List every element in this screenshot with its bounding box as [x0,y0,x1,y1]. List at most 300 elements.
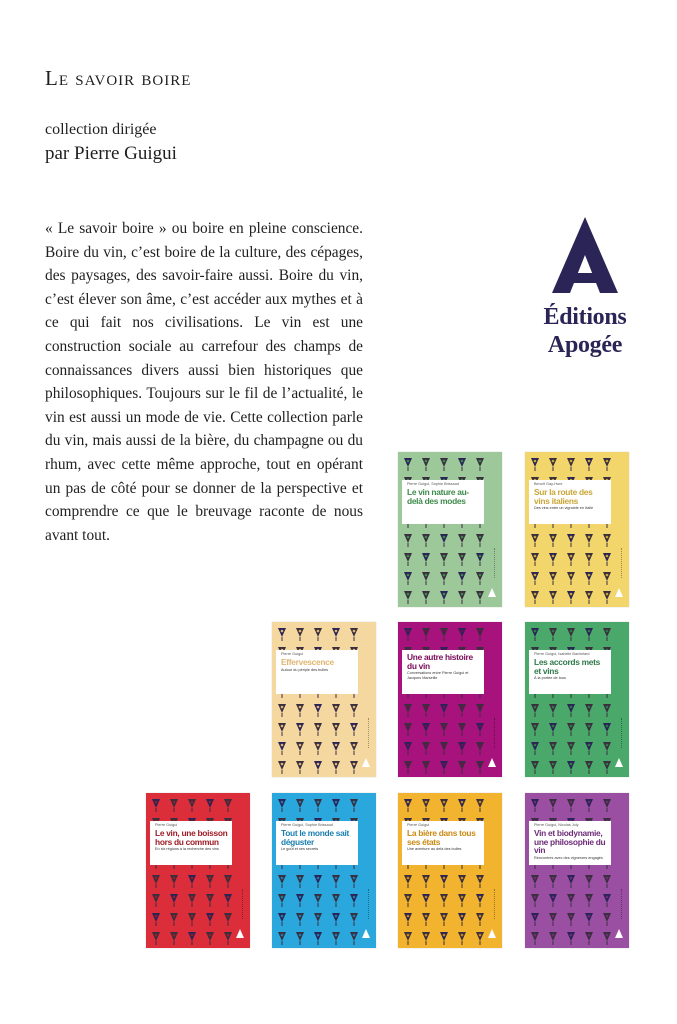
wine-glass-icon [585,932,593,941]
book-cover[interactable] [525,793,629,948]
wine-glass-icon [531,553,539,562]
wine-drop-icon [588,744,591,747]
wine-drop-icon [425,574,428,577]
wine-glass-stem-icon [228,903,229,907]
wine-glass-icon [278,742,286,751]
wine-glass-stem-icon [318,770,319,774]
wine-glass-stem-icon [535,865,536,869]
wine-glass-stem-icon [607,865,608,869]
wine-glass-stem-icon [480,903,481,907]
wine-glass-stem-icon [535,903,536,907]
wine-drop-icon [227,934,230,937]
wine-glass-stem-icon [480,865,481,869]
book-title: Le vin nature au-delà des modes [407,487,469,506]
wine-glass-stem-icon [480,770,481,774]
wine-drop-icon [443,801,446,804]
wine-glass-stem-icon [480,732,481,736]
wine-glass-icon [440,875,448,884]
wine-glass-icon [531,534,539,543]
wine-glass-pattern [272,793,376,948]
wine-glass-stem-icon [607,524,608,528]
wine-drop-icon [317,896,320,899]
wine-drop-icon [479,801,482,804]
wine-glass-icon [296,799,304,808]
wine-drop-icon [407,536,410,539]
wine-drop-icon [570,706,573,709]
wine-glass-stem-icon [282,751,283,755]
wine-glass-stem-icon [589,770,590,774]
wine-glass-icon [314,799,322,808]
wine-drop-icon [588,915,591,918]
wine-glass-icon [567,591,575,600]
wine-drop-icon [299,801,302,804]
wine-glass-stem-icon [444,751,445,755]
wine-glass-stem-icon [589,751,590,755]
wine-drop-icon [552,574,555,577]
wine-glass-icon [458,913,466,922]
wine-glass-stem-icon [462,808,463,812]
wine-glass-icon [567,875,575,884]
wine-glass-icon [314,932,322,941]
wine-glass-icon [422,534,430,543]
wine-glass-pattern [398,622,502,777]
wine-glass-icon [458,761,466,770]
wine-glass-icon [404,572,412,581]
wine-drop-icon [191,934,194,937]
wine-glass-icon [585,875,593,884]
wine-glass-stem-icon [174,865,175,869]
book-cover[interactable] [398,622,502,777]
wine-glass-stem-icon [354,732,355,736]
wine-glass-stem-icon [589,562,590,566]
wine-drop-icon [534,593,537,596]
wine-glass-stem-icon [535,884,536,888]
book-author: Pierre Guigui [155,823,178,827]
wine-drop-icon [425,934,428,937]
wine-drop-icon [299,706,302,709]
wine-glass-stem-icon [426,694,427,698]
book-cover[interactable] [272,793,376,948]
wine-drop-icon [606,555,609,558]
book-title: Une autre histoire du vin [407,652,473,671]
book-cover[interactable] [525,452,629,607]
wine-drop-icon [588,630,591,633]
wine-drop-icon [534,725,537,728]
wine-drop-icon [173,877,176,880]
wine-glass-icon [206,932,214,941]
wine-glass-icon [603,628,611,637]
wine-glass-stem-icon [210,922,211,926]
wine-glass-icon [206,894,214,903]
wine-drop-icon [191,877,194,880]
wine-glass-icon [567,799,575,808]
wine-drop-icon [443,460,446,463]
wine-glass-icon [350,875,358,884]
wine-drop-icon [407,744,410,747]
wine-glass-icon [585,572,593,581]
wine-drop-icon [191,915,194,918]
wine-glass-stem-icon [228,941,229,945]
wine-drop-icon [335,934,338,937]
wine-drop-icon [407,877,410,880]
wine-drop-icon [570,744,573,747]
wine-glass-stem-icon [318,751,319,755]
wine-glass-icon [296,628,304,637]
publisher-name-line1: Éditions [543,304,627,330]
wine-drop-icon [534,934,537,937]
wine-glass-icon [549,742,557,751]
book-author: Pierre Guigui [281,652,304,656]
wine-drop-icon [335,896,338,899]
wine-glass-stem-icon [156,941,157,945]
wine-glass-stem-icon [336,884,337,888]
wine-glass-icon [531,723,539,732]
wine-glass-stem-icon [607,637,608,641]
wine-glass-stem-icon [408,865,409,869]
wine-glass-icon [422,704,430,713]
wine-glass-stem-icon [462,524,463,528]
wine-glass-stem-icon [589,732,590,736]
book-title: Sur la route des vins italiens [534,487,593,506]
wine-glass-icon [422,799,430,808]
wine-glass-icon [531,458,539,467]
wine-glass-stem-icon [553,941,554,945]
wine-glass-icon [278,628,286,637]
wine-glass-stem-icon [607,922,608,926]
wine-drop-icon [443,574,446,577]
wine-glass-icon [188,913,196,922]
wine-glass-stem-icon [444,581,445,585]
wine-drop-icon [606,915,609,918]
book-subtitle: À la portée de tous [534,676,566,681]
wine-drop-icon [552,934,555,937]
wine-glass-stem-icon [607,600,608,604]
wine-drop-icon [552,706,555,709]
wine-drop-icon [552,744,555,747]
wine-glass-stem-icon [408,694,409,698]
wine-glass-stem-icon [462,732,463,736]
wine-drop-icon [552,915,555,918]
wine-drop-icon [461,630,464,633]
wine-glass-stem-icon [336,751,337,755]
wine-glass-stem-icon [607,562,608,566]
wine-glass-icon [549,723,557,732]
wine-glass-stem-icon [480,524,481,528]
wine-drop-icon [299,915,302,918]
wine-glass-stem-icon [282,808,283,812]
wine-glass-stem-icon [156,808,157,812]
wine-glass-stem-icon [607,694,608,698]
book-cover[interactable] [398,793,502,948]
wine-glass-stem-icon [408,884,409,888]
wine-glass-stem-icon [300,732,301,736]
book-cover[interactable] [525,622,629,777]
wine-glass-stem-icon [300,941,301,945]
wine-glass-stem-icon [444,922,445,926]
wine-glass-stem-icon [571,770,572,774]
wine-glass-stem-icon [354,903,355,907]
wine-glass-stem-icon [571,941,572,945]
wine-drop-icon [534,555,537,558]
wine-glass-icon [296,932,304,941]
wine-drop-icon [299,725,302,728]
wine-glass-icon [440,553,448,562]
collection-editor: par Pierre Guigui [45,143,177,164]
wine-glass-icon [170,913,178,922]
wine-glass-icon [350,932,358,941]
wine-glass-icon [314,628,322,637]
wine-drop-icon [443,555,446,558]
wine-glass-icon [476,458,484,467]
book-title-box [402,821,484,865]
wine-glass-stem-icon [535,751,536,755]
wine-glass-icon [170,799,178,808]
wine-glass-stem-icon [480,694,481,698]
book-author: Pierre Guigui, Sophie Brissaud [407,482,459,486]
wine-glass-icon [422,628,430,637]
wine-glass-stem-icon [408,524,409,528]
wine-glass-stem-icon [228,808,229,812]
wine-glass-icon [458,723,466,732]
wine-drop-icon [173,934,176,937]
book-title-box [276,650,358,694]
wine-glass-icon [476,572,484,581]
wine-glass-icon [458,458,466,467]
wine-glass-stem-icon [462,713,463,717]
wine-drop-icon [209,934,212,937]
wine-glass-stem-icon [354,770,355,774]
wine-glass-icon [422,553,430,562]
wine-glass-stem-icon [318,694,319,698]
wine-glass-icon [476,723,484,732]
publisher-mark-icon [615,588,623,597]
wine-glass-stem-icon [354,808,355,812]
wine-glass-stem-icon [444,524,445,528]
wine-drop-icon [552,763,555,766]
wine-glass-stem-icon [336,808,337,812]
book-subtitle: Autour du périple des bulles [281,667,329,672]
wine-drop-icon [335,725,338,728]
wine-glass-icon [152,799,160,808]
wine-glass-icon [422,591,430,600]
book-cover[interactable] [146,793,250,948]
wine-drop-icon [461,801,464,804]
wine-drop-icon [570,801,573,804]
collection-title: Le savoir boire [45,66,192,90]
wine-glass-stem-icon [535,600,536,604]
wine-glass-stem-icon [192,903,193,907]
wine-glass-icon [152,932,160,941]
wine-glass-icon [404,628,412,637]
wine-glass-stem-icon [300,808,301,812]
wine-glass-stem-icon [571,524,572,528]
wine-glass-icon [332,628,340,637]
wine-drop-icon [353,725,356,728]
wine-glass-stem-icon [589,543,590,547]
book-title: Tout le monde sait déguster [281,828,349,847]
wine-drop-icon [335,915,338,918]
wine-glass-stem-icon [210,941,211,945]
wine-glass-icon [278,932,286,941]
wine-glass-icon [440,628,448,637]
wine-glass-stem-icon [210,884,211,888]
wine-drop-icon [191,896,194,899]
wine-glass-icon [152,894,160,903]
wine-drop-icon [588,877,591,880]
wine-glass-icon [603,572,611,581]
wine-drop-icon [353,877,356,880]
wine-glass-icon [278,723,286,732]
wine-drop-icon [425,536,428,539]
wine-glass-stem-icon [354,751,355,755]
wine-glass-icon [549,932,557,941]
wine-glass-icon [440,913,448,922]
wine-glass-icon [476,894,484,903]
wine-glass-stem-icon [156,903,157,907]
wine-glass-stem-icon [480,581,481,585]
wine-glass-stem-icon [480,808,481,812]
wine-glass-stem-icon [553,543,554,547]
wine-drop-icon [588,574,591,577]
wine-glass-stem-icon [553,694,554,698]
wine-glass-stem-icon [462,865,463,869]
wine-glass-stem-icon [354,637,355,641]
wine-drop-icon [461,536,464,539]
wine-glass-stem-icon [354,922,355,926]
wine-drop-icon [209,896,212,899]
wine-glass-icon [549,704,557,713]
wine-drop-icon [479,593,482,596]
wine-glass-stem-icon [318,884,319,888]
book-title-box [402,650,484,694]
wine-drop-icon [407,801,410,804]
wine-glass-icon [422,761,430,770]
wine-glass-icon [567,534,575,543]
wine-drop-icon [461,460,464,463]
book-cover[interactable] [272,622,376,777]
wine-glass-stem-icon [462,562,463,566]
wine-glass-stem-icon [535,713,536,717]
wine-glass-stem-icon [426,941,427,945]
wine-glass-stem-icon [282,884,283,888]
wine-glass-icon [404,723,412,732]
wine-glass-stem-icon [300,922,301,926]
wine-drop-icon [588,706,591,709]
wine-glass-stem-icon [571,903,572,907]
wine-glass-stem-icon [426,922,427,926]
wine-glass-stem-icon [462,637,463,641]
wine-drop-icon [479,877,482,880]
publisher-mark-icon [362,929,370,938]
publisher-name-line2: Apogée [547,332,623,358]
wine-glass-icon [585,723,593,732]
book-subtitle: Rencontres avec des vignerons engagés [534,855,603,860]
wine-drop-icon [606,630,609,633]
wine-glass-icon [567,913,575,922]
wine-glass-stem-icon [535,732,536,736]
wine-glass-icon [404,932,412,941]
wine-glass-stem-icon [336,941,337,945]
wine-glass-stem-icon [607,581,608,585]
wine-drop-icon [443,896,446,899]
wine-glass-stem-icon [408,467,409,471]
wine-glass-stem-icon [192,865,193,869]
wine-drop-icon [479,915,482,918]
wine-glass-icon [458,799,466,808]
wine-glass-icon [549,894,557,903]
wine-glass-stem-icon [444,543,445,547]
wine-drop-icon [425,915,428,918]
wine-drop-icon [461,725,464,728]
wine-drop-icon [353,801,356,804]
wine-glass-stem-icon [571,694,572,698]
wine-glass-icon [567,553,575,562]
wine-drop-icon [479,934,482,937]
wine-glass-icon [603,458,611,467]
wine-drop-icon [299,744,302,747]
wine-glass-icon [476,628,484,637]
book-author: Pierre Guigui, Isabelle Bachelard [534,652,590,656]
wine-glass-stem-icon [426,732,427,736]
wine-glass-icon [332,875,340,884]
wine-drop-icon [479,896,482,899]
book-title-box [529,480,611,524]
wine-glass-stem-icon [553,732,554,736]
wine-glass-stem-icon [589,865,590,869]
wine-glass-stem-icon [228,865,229,869]
wine-glass-stem-icon [607,732,608,736]
wine-glass-stem-icon [174,941,175,945]
wine-drop-icon [335,801,338,804]
wine-drop-icon [606,934,609,937]
wine-drop-icon [281,744,284,747]
wine-glass-stem-icon [535,562,536,566]
wine-drop-icon [353,915,356,918]
book-author: Pierre Guigui [407,823,430,827]
wine-drop-icon [407,763,410,766]
wine-drop-icon [425,593,428,596]
wine-glass-icon [458,704,466,713]
wine-glass-icon [476,913,484,922]
book-cover[interactable] [398,452,502,607]
wine-glass-stem-icon [571,600,572,604]
wine-glass-stem-icon [300,713,301,717]
wine-glass-icon [549,572,557,581]
wine-drop-icon [281,801,284,804]
wine-glass-icon [567,572,575,581]
wine-glass-pattern [272,622,376,777]
wine-glass-icon [585,913,593,922]
wine-glass-stem-icon [408,543,409,547]
wine-glass-stem-icon [408,751,409,755]
wine-glass-stem-icon [480,637,481,641]
wine-glass-stem-icon [300,884,301,888]
wine-drop-icon [461,763,464,766]
book-subtitle: En six régions à la recherche des vins [155,847,219,852]
wine-glass-stem-icon [480,562,481,566]
wine-drop-icon [570,934,573,937]
wine-glass-icon [350,799,358,808]
wine-glass-icon [404,799,412,808]
wine-glass-stem-icon [354,713,355,717]
wine-drop-icon [173,896,176,899]
wine-glass-icon [531,628,539,637]
wine-drop-icon [461,744,464,747]
wine-drop-icon [407,706,410,709]
wine-glass-stem-icon [480,600,481,604]
wine-glass-icon [458,591,466,600]
wine-drop-icon [425,630,428,633]
